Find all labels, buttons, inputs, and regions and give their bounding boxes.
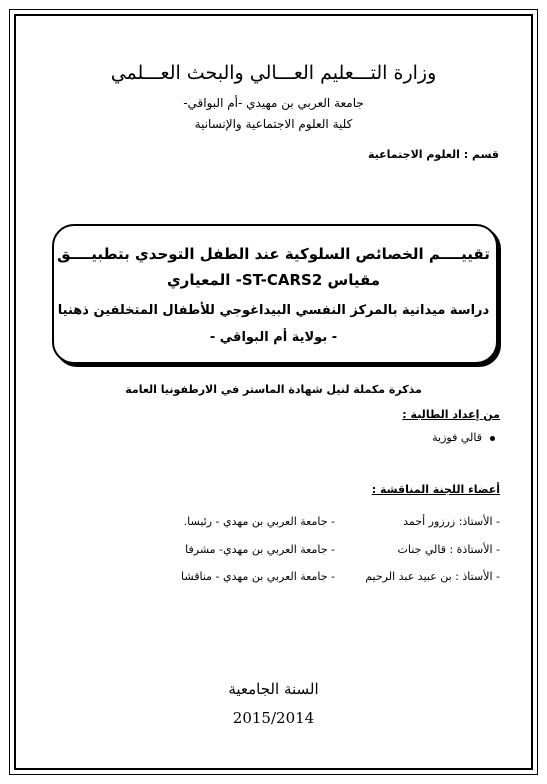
- title-line-4: - بولاية أم البواقي -: [209, 330, 338, 345]
- bullet-icon: [490, 436, 495, 441]
- academic-year-value: 2015/2014: [232, 709, 315, 727]
- thesis-note: مذكرة مكملة لنيل شهادة الماستر في الارطفونيا العامة: [125, 383, 422, 396]
- department-label: قسم : العلوم الاجتماعية: [367, 148, 499, 161]
- prepared-by-label: من إعداد الطالبة :: [402, 408, 500, 421]
- academic-year-label: السنة الجامعية: [228, 680, 319, 698]
- faculty-name: كلية العلوم الاجتماعية والإنسانية: [194, 117, 353, 131]
- committee-member-name: - الأستاذ: زرزور أحمد: [403, 515, 500, 528]
- student-name: قالي فوزية: [432, 431, 482, 444]
- committee-member-role: - جامعة العربي بن مهدي - مناقشا: [181, 570, 335, 583]
- committee-member-name: - الأستاذة : قالي جنات: [397, 543, 500, 556]
- university-name: جامعة العربي بن مهيدي -أم البواقي-: [183, 96, 364, 110]
- title-line-3: دراسة ميدانية بالمركز النفسي البيداغوجي للأطفال المتخلفين ذهنيا: [57, 303, 490, 318]
- committee-member-role: - جامعة العربي بن مهدي - رئيسا.: [183, 515, 335, 528]
- committee-member-role: - جامعة العربي بن مهدي- مشرفا: [185, 543, 335, 556]
- title-line-2: مقياس ST-CARS2- المعياري: [166, 271, 381, 289]
- ministry-heading: وزارة التـــعليم العـــالي والبحث العـــلمي: [110, 62, 437, 84]
- committee-label: أعضاء اللجنة المناقشة :: [371, 483, 500, 496]
- committee-member-name: - الأستاذ : بن عبيد عبد الرحيم: [365, 570, 500, 583]
- title-line-1: تقييــــم الخصائص السلوكية عند الطفل التوحدي بتطبيــــق: [57, 245, 490, 263]
